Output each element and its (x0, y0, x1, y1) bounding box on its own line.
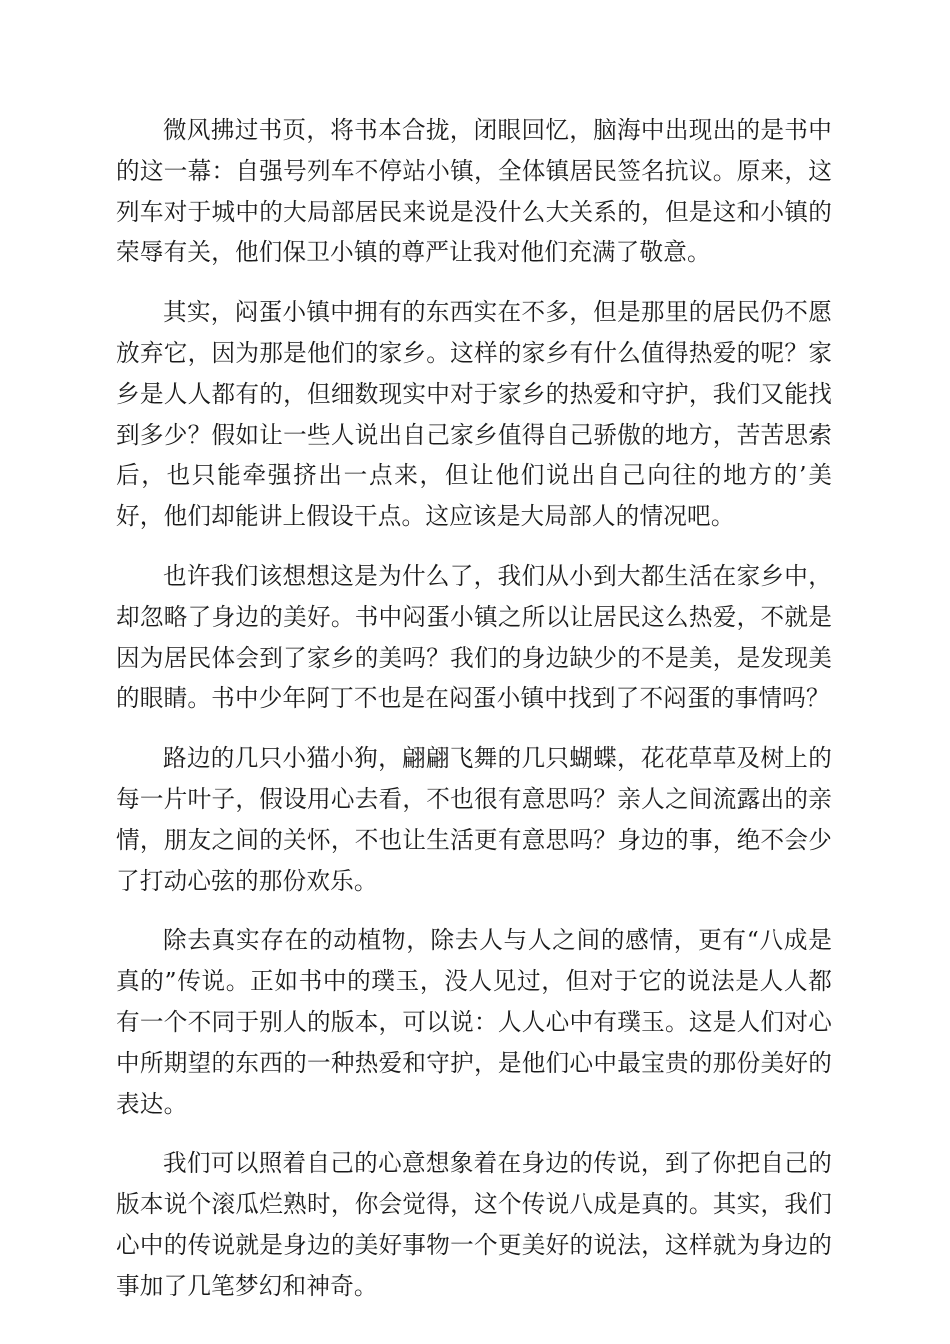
document-body (116, 110, 832, 1326)
paragraph-3: 也许我们该想想这是为什么了，我们从小到大都生活在家乡中，却忽略了身边的美好。书中闷蛋小镇之所以让居民这么热爱，不就是因为居民体会到了家乡的美吗？我们的身边缺少的不是美，是发现美的眼睛。书中少年阿丁不也是在闷蛋小镇中找到了不闷蛋的事情吗？ (116, 561, 832, 713)
paragraph-1: 微风拂过书页，将书本合拢，闭眼回忆，脑海中出现出的是书中的这一幕：自强号列车不停站小镇，全体镇居民签名抗议。原来，这列车对于城中的大局部居民来说是没什么大关系的，但是这和小镇的荣辱有关，他们保卫小镇的尊严让我对他们充满了敬意。 (116, 116, 832, 267)
paragraph-6: 我们可以照着自己的心意想象着在身边的传说，到了你把自己的版本说个滚瓜烂熟时，你会觉得，这个传说八成是真的。其实，我们心中的传说就是身边的美好事物一个更美好的说法，这样就为身边的事加了几笔梦幻和神奇。 (116, 1149, 832, 1300)
paragraph-5: 除去真实存在的动植物，除去人与人之间的感情，更有“八成是真的”传说。正如书中的璞玉，没人见过，但对于它的说法是人人都有一个不同于别人的版本，可以说：人人心中有璞玉。这是人们对心中所期望的东西的一种热爱和守护，是他们心中最宝贵的那份美好的表达。 (116, 926, 832, 1118)
paragraph-4: 路边的几只小猫小狗，翩翩飞舞的几只蝴蝶，花花草草及树上的每一片叶子，假设用心去看，不也很有意思吗？亲人之间流露出的亲情，朋友之间的关怀，不也让生活更有意思吗？身边的事，绝不会少了打动心弦的那份欢乐。 (116, 744, 832, 895)
paragraph-2: 其实，闷蛋小镇中拥有的东西实在不多，但是那里的居民仍不愿放弃它，因为那是他们的家乡。这样的家乡有什么值得热爱的呢？家乡是人人都有的，但细数现实中对于家乡的热爱和守护，我们又能找到多少？假如让一些人说出自己家乡值得自己骄傲的地方，苦苦思索后，也只能牵强挤出一点来，但让他们说出自己向往的地方的’美好，他们却能讲上假设干点。这应该是大局部人的情况吧。 (116, 298, 832, 531)
